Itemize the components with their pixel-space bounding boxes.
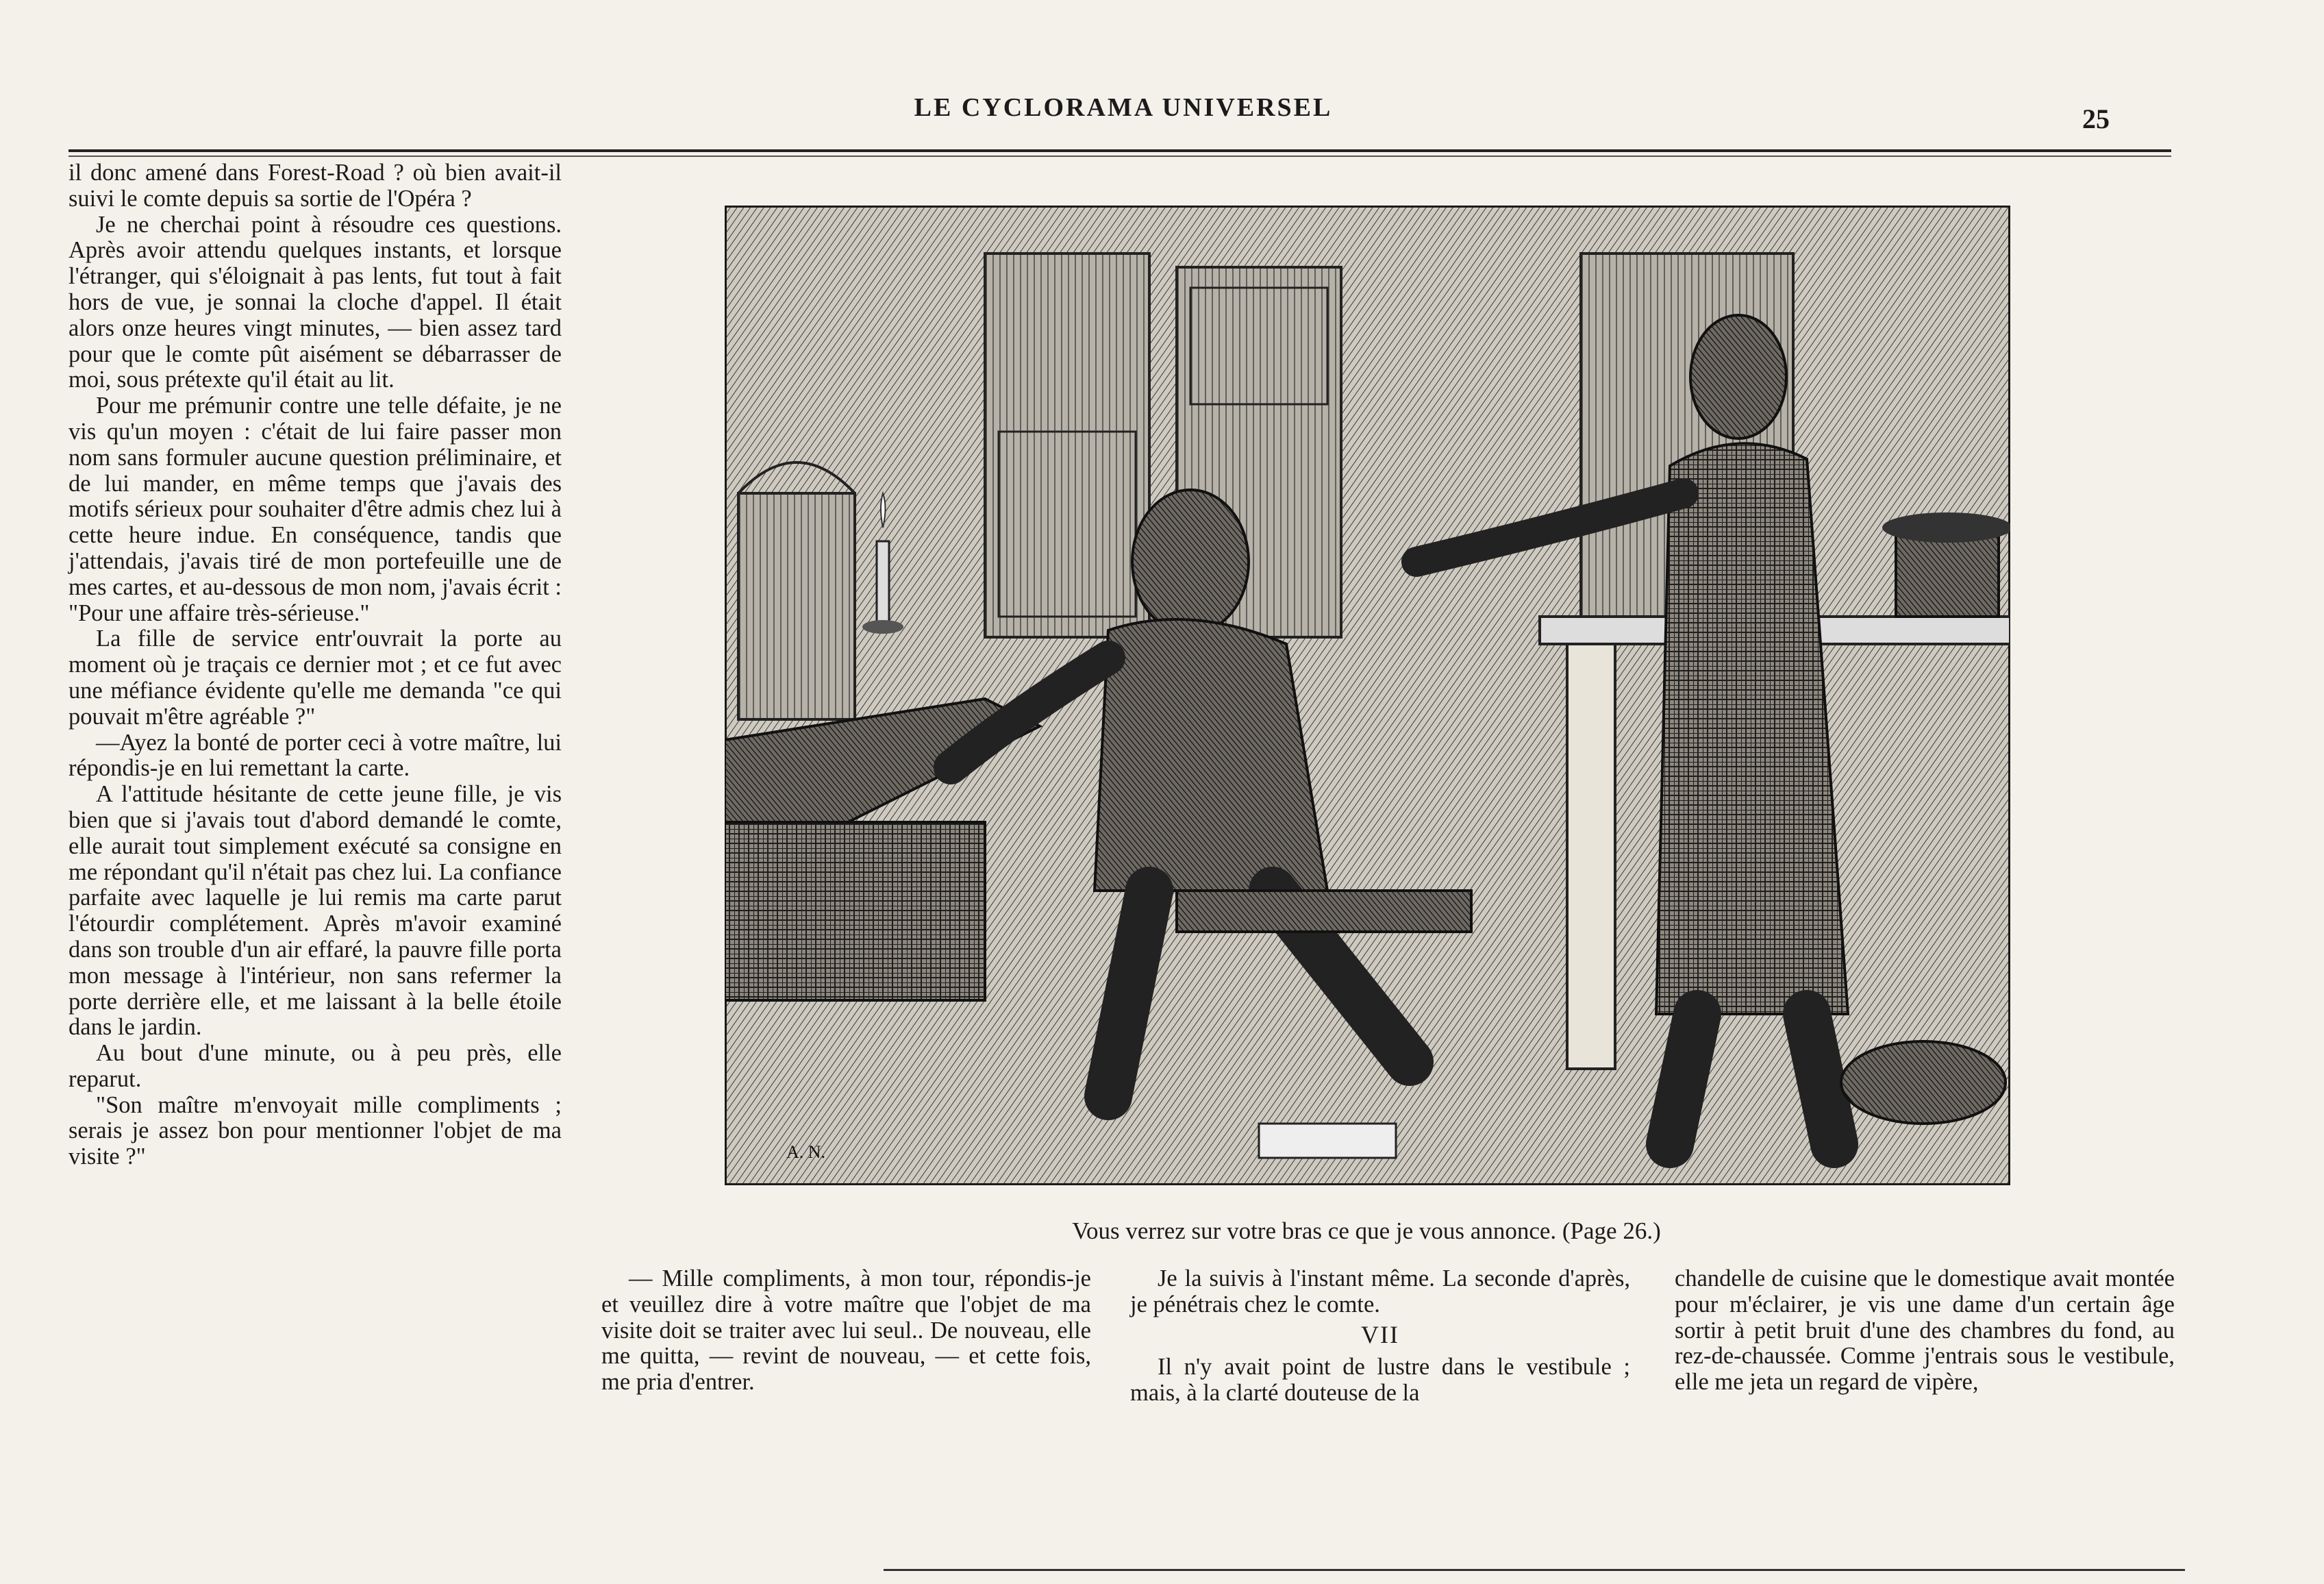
floor-bundle — [1841, 1041, 2006, 1124]
paragraph: Pour me prémunir contre une telle défaite, je ne vis qu'un moyen : c'était de lui faire passer mon nom sans formuler aucune question préliminaire, et de lui mander, en même temps que j'avais des motifs sérieux pour souhaiter d'être admis chez lui à cette heure indue. En conséquence, tandis que j'attendais, j'avais tiré de mon portefeuille une de mes cartes, et au-dessous de mon nom, j'avais écrit : "Pour une affaire très-sérieuse." — [68, 393, 562, 626]
paragraph: "Son maître m'envoyait mille compliments ; serais je assez bon pour mentionner l'objet de ma visite ?" — [68, 1091, 562, 1170]
paragraph: Au bout d'une minute, ou à peu près, elle reparut. — [68, 1040, 562, 1092]
header-rule-thin — [68, 156, 2171, 157]
paragraph: — Mille compliments, à mon tour, répondis-je et veuillez dire à votre maître que l'objet de ma visite doit se traiter avec lui seul.. De nouveau, elle me quitta, — revint de nouveau, — et cette fois, me pria d'entrer. — [601, 1265, 1091, 1396]
stool — [1177, 891, 1471, 932]
paragraph: il donc amené dans Forest-Road ? où bien avait-il suivi le comte depuis sa sortie de l'Opéra ? — [68, 160, 562, 212]
wall-panel — [985, 253, 1149, 637]
paragraph: Il n'y avait point de lustre dans le vestibule ; mais, à la clarté douteuse de la — [1130, 1354, 1630, 1407]
bottom-column-2 — [1130, 1266, 1630, 1407]
header-rule — [68, 149, 2171, 152]
paragraph: —Ayez la bonté de porter ceci à votre maître, lui répondis-je en lui remettant la carte. — [68, 729, 562, 782]
page-number: 25 — [2082, 103, 2110, 134]
paragraph: A l'attitude hésitante de cette jeune fille, je vis bien que si j'avais tout d'abord demandé le comte, elle aurait tout simplement exécuté sa consigne en me répondant qu'il n'était pas chez lui. La confiance parfaite avec laquelle je lui remis ma carte parut l'étourdir complétement. Après m'avoir examiné dans son trouble d'un air effaré, la pauvre fille porta mon message à l'intérieur, non sans refermer la porte derrière elle, et me laissant à la belle étoile dans le jardin. — [68, 781, 562, 1041]
bird-cage — [738, 462, 855, 719]
paragraph: La fille de service entr'ouvrait la porte au moment où je traçais ce dernier mot ; et ce fut avec une méfiance évidente qu'elle me demanda "ce qui pouvait m'être agréable ?" — [68, 626, 562, 730]
illustration-caption: Vous verrez sur votre bras ce que je vous annonce. (Page 26.) — [1072, 1217, 1661, 1244]
page-header-title: LE CYCLORAMA UNIVERSEL — [914, 93, 1333, 122]
paragraph: Je la suivis à l'instant même. La seconde d'après, je pénétrais chez le comte. — [1130, 1265, 1630, 1317]
engraving-illustration — [725, 206, 2010, 1185]
artist-signature: A. N. — [786, 1142, 826, 1162]
paragraph: Je ne cherchai point à résoudre ces questions. Après avoir attendu quelques instants, et lorsque l'étranger, qui s'éloignait à pas lents, fut tout à fait hors de vue, je sonnai la cloche d'appel. Il était alors onze heures vingt minutes, — bien assez tard pour que le comte pût aisément se débarrasser de moi, sous prétexte qu'il était au lit. — [68, 211, 562, 393]
fallen-book — [1259, 1124, 1396, 1158]
footer-rule — [884, 1569, 2185, 1571]
paragraph: chandelle de cuisine que le domestique avait montée pour m'éclairer, je vis une dame d'un certain âge sortir à petit bruit d'une des chambres du fond, au rez-de-chaussée. Comme j'entrais sous le vestibule, elle me jeta un regard de vipère, — [1675, 1265, 2175, 1396]
bottom-column-3 — [1675, 1266, 2175, 1396]
left-column — [68, 160, 562, 1170]
section-heading: VII — [1361, 1320, 1399, 1348]
bottom-column-1 — [601, 1266, 1091, 1396]
